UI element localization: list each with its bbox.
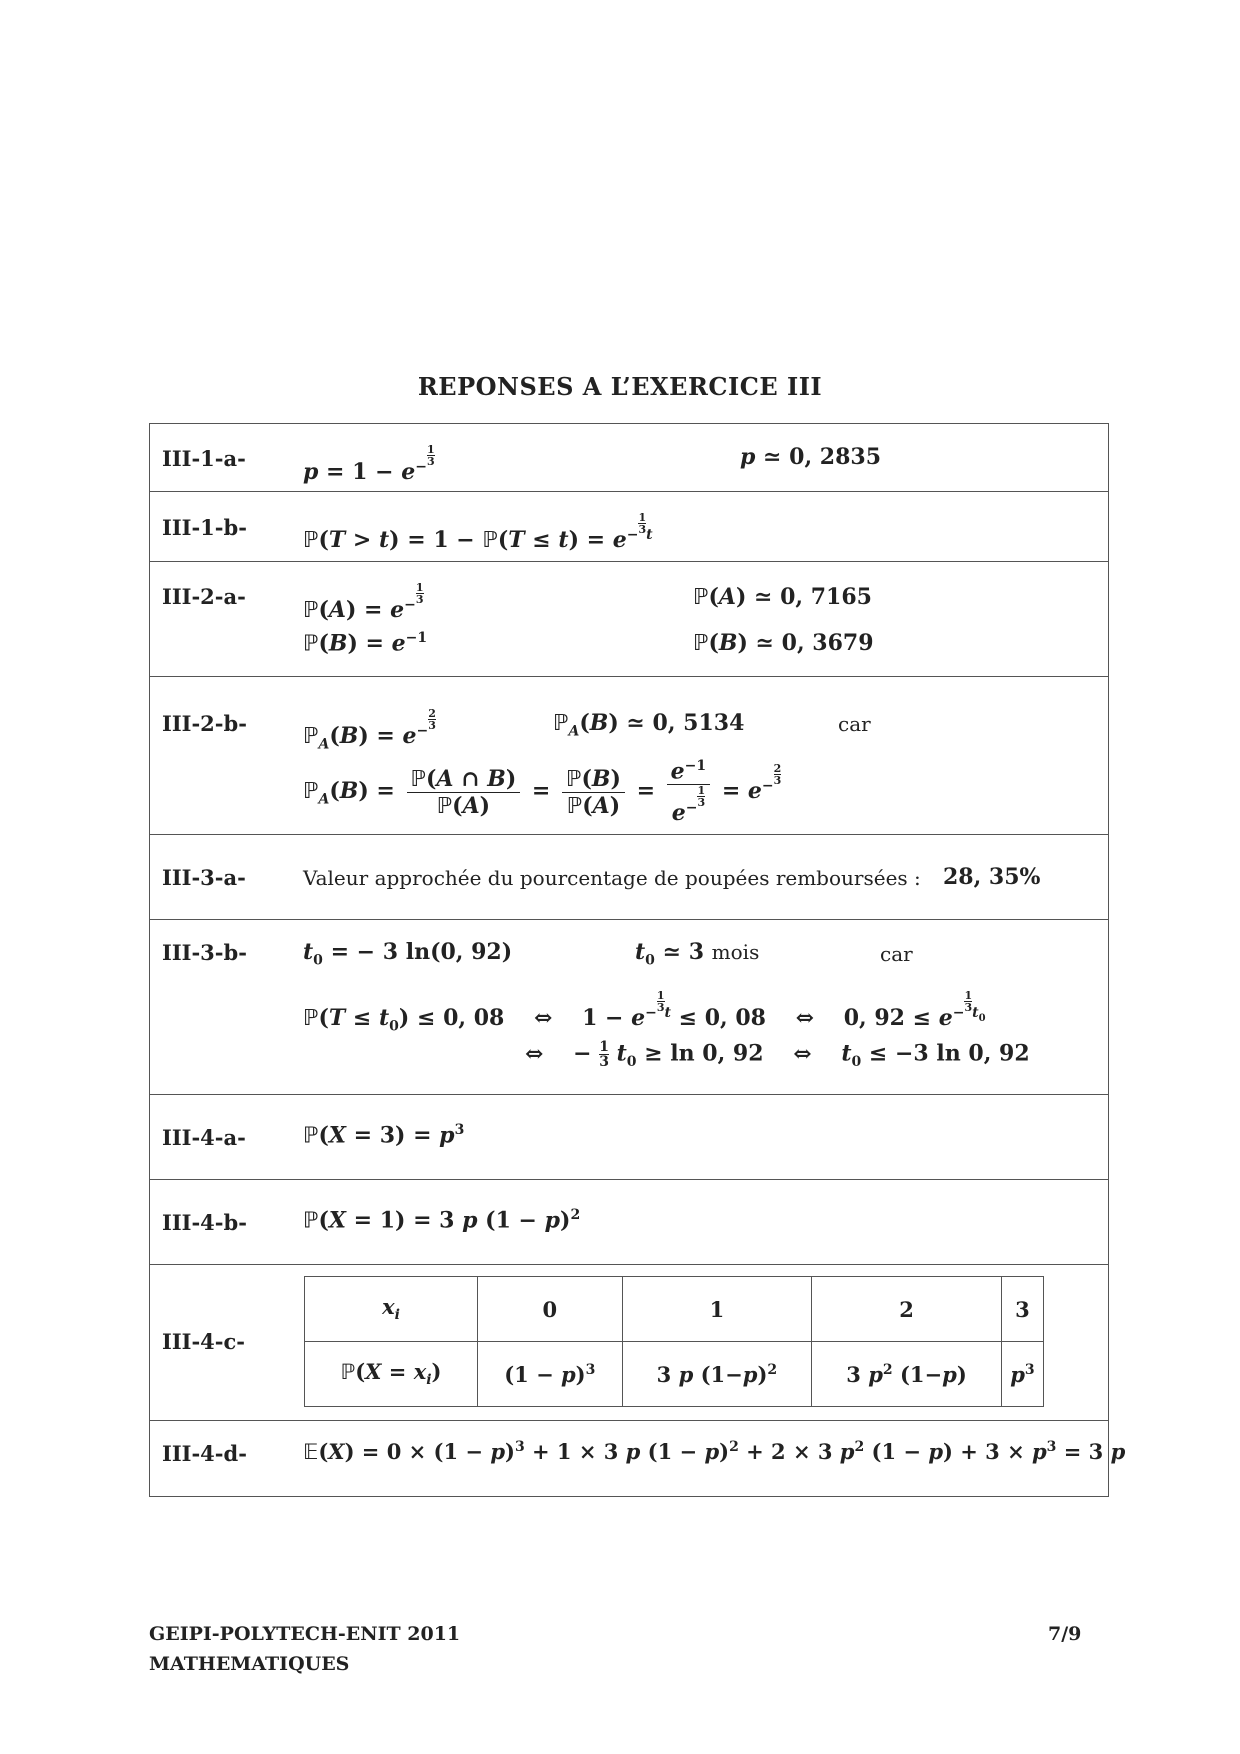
formula-t0: $t_0$ = − 3 ln(0, 92) bbox=[303, 939, 513, 969]
label-q2b: III-2-b- bbox=[162, 711, 247, 736]
table-row bbox=[305, 1277, 1044, 1342]
approx-t0: $t_0$ ≃ 3 mois bbox=[635, 939, 760, 969]
pAB-approx-value: 0, 5134 bbox=[652, 710, 745, 736]
divider bbox=[149, 1179, 1109, 1180]
footer-exam: GEIPI-POLYTECH-ENIT 2011 bbox=[149, 1623, 461, 1645]
label-q3a: III-3-a- bbox=[162, 865, 246, 890]
table-cell: 1 bbox=[622, 1277, 812, 1342]
table-cell: ℙ(X = $x_i$) bbox=[305, 1342, 478, 1407]
table-cell: 2 bbox=[812, 1277, 1002, 1342]
car-word: car bbox=[838, 712, 871, 736]
formula-px1: ℙ(X = 1) = 3 p $(1 - p)^2$ bbox=[303, 1207, 581, 1234]
label-q2a: III-2-a- bbox=[162, 584, 246, 609]
label-q4a: III-4-a- bbox=[162, 1125, 246, 1150]
approx-pB: ℙ(B) ≃ 0, 3679 bbox=[693, 630, 874, 656]
divider bbox=[149, 834, 1109, 835]
divider bbox=[149, 491, 1109, 492]
formula-pB: ℙ(B) = $e^{-1}$ bbox=[303, 630, 428, 657]
table-cell: $(1 - p)^3$ bbox=[478, 1342, 623, 1407]
label-q4d: III-4-d- bbox=[162, 1441, 247, 1466]
percentage-text: Valeur approchée du pourcentage de poupées remboursées : bbox=[303, 866, 921, 890]
pA-approx-value: 0, 7165 bbox=[780, 584, 872, 610]
divider bbox=[149, 919, 1109, 920]
percentage-value: 28, 35% bbox=[943, 864, 1041, 890]
formula-p: $p = 1 - e^{- \frac{1}{3}}$ bbox=[303, 443, 435, 485]
approx-p: p ≃ 0, 2835 bbox=[740, 444, 882, 470]
divider bbox=[149, 1420, 1109, 1421]
label-q1a: III-1-a- bbox=[162, 446, 246, 471]
divider bbox=[149, 1264, 1109, 1265]
divider bbox=[149, 676, 1109, 677]
table-cell: $x_i$ bbox=[305, 1277, 478, 1342]
page-title: REPONSES A L’EXERCICE III bbox=[417, 372, 823, 401]
table-cell: 3 bbox=[1001, 1277, 1043, 1342]
formula-pA: ℙ(A) = $e^{- \frac{1}{3}}$ bbox=[303, 581, 424, 623]
formula-equivalence-2: ⇔ − $\frac{1}{3}$ $t_0 \ge \ln 0$, 92 ⇔ $t_0 \le -3$ ln 0, 92 bbox=[525, 1039, 1030, 1070]
label-q4c: III-4-c- bbox=[162, 1329, 246, 1354]
formula-equivalence-1: ℙ(T ≤ $t_0) \le 0$, 08 ⇔ $1 - e^{- \frac{1}{3} t} \le 0$, 08 ⇔ 0, $92 \le e^{- \frac{1}{3} t_0}$ bbox=[303, 989, 986, 1035]
table-cell: 3 p $(1-p)^2$ bbox=[622, 1342, 812, 1407]
approx-pAB: ℙ$_A$(B) ≃ 0, 5134 bbox=[553, 710, 745, 740]
formula-pAB: ℙ$_A$(B) = $e^{- \frac{2}{3}}$ bbox=[303, 707, 436, 753]
table-cell: 3 $p^2$ (1−p) bbox=[812, 1342, 1002, 1407]
pB-approx-value: 0, 3679 bbox=[781, 630, 874, 656]
t0-value: 3 bbox=[688, 939, 704, 965]
formula-survival: ℙ(T > t) = 1 − ℙ(T ≤ $t) = e^{- \frac{1}{3} t}$ bbox=[303, 511, 653, 553]
page-number: 7/9 bbox=[1048, 1623, 1082, 1645]
table-cell: $p^3$ bbox=[1001, 1342, 1043, 1407]
mois-word: mois bbox=[711, 940, 760, 964]
divider bbox=[149, 1094, 1109, 1095]
table-cell: 0 bbox=[478, 1277, 623, 1342]
formula-px3: ℙ(X = $3) = p^3$ bbox=[303, 1122, 465, 1149]
distribution-table bbox=[304, 1276, 1044, 1407]
label-q3b: III-3-b- bbox=[162, 940, 247, 965]
divider bbox=[149, 561, 1109, 562]
formula-expectation: 𝔼(X) = $0 \times (1 - p)^3 + 1 \times 3$ p $(1 - p)^2 + 2 \times 3$ $p^2$ $(1 - p) + 3 \times p^3 = 3$ p bbox=[303, 1439, 1126, 1464]
car-word: car bbox=[880, 942, 913, 966]
label-q4b: III-4-b- bbox=[162, 1210, 247, 1235]
formula-conditional: ℙ$_A$(B) = $\frac{\text{ℙ(A ∩ B)}}{\text{ℙ(A)}}$ = $\frac{\text{ℙ(B)}}{\text{ℙ(A)}}$ = $e^{-1}$ $e^{- \frac{1}{3}}$ = $e^{- \frac{2}{3}}$ bbox=[303, 758, 782, 827]
label-q1b: III-1-b- bbox=[162, 515, 247, 540]
footer-subject: MATHEMATIQUES bbox=[149, 1653, 350, 1675]
p-approx-value: 0, 2835 bbox=[789, 444, 882, 470]
approx-pA: ℙ(A) ≃ 0, 7165 bbox=[693, 584, 872, 610]
table-row bbox=[305, 1342, 1044, 1407]
